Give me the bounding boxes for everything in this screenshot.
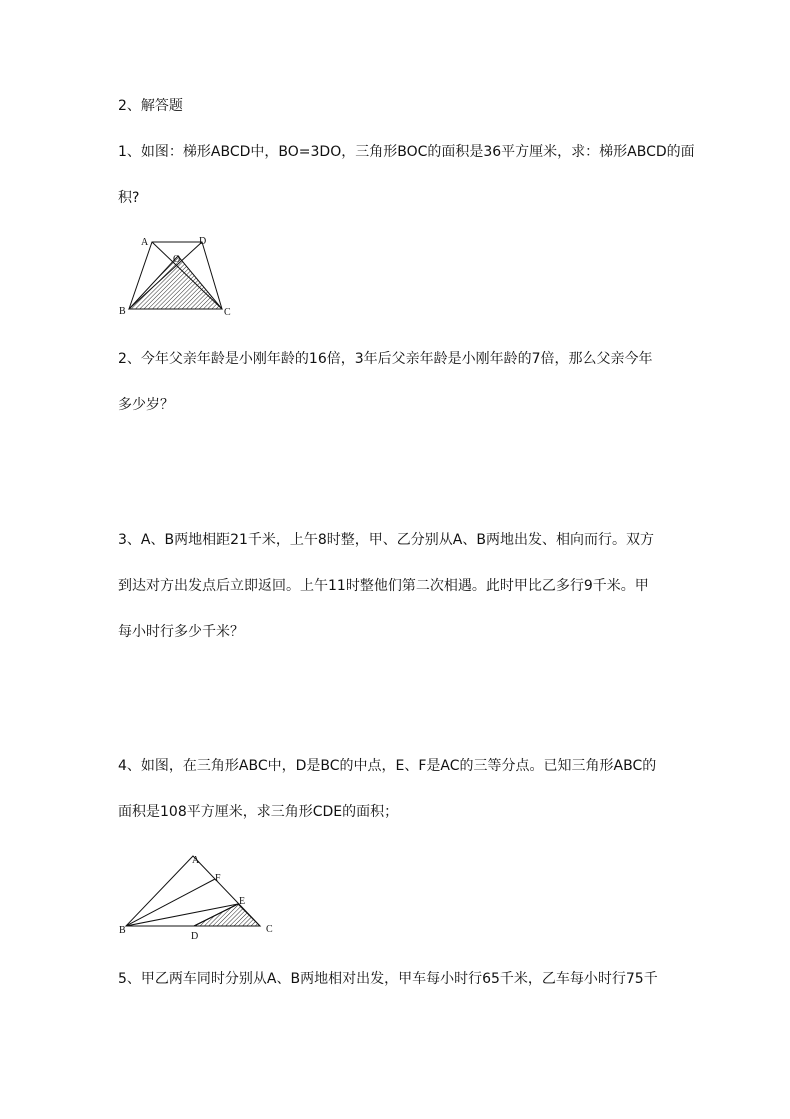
- problem-2-line-2: 多少岁？: [118, 397, 174, 413]
- problem-1-line-1: 1、如图：梯形ABCD中，BO=3DO，三角形BOC的面积是36平方厘米，求：梯形ABCD的面: [118, 144, 695, 160]
- problem-4-line-1: 4、如图，在三角形ABC中，D是BC的中点，E、F是AC的三等分点。已知三角形ABC的: [118, 758, 657, 774]
- problem-3-line-1: 3、A、B两地相距21千米，上午8时整，甲、乙分别从A、B两地出发、相向而行。双方: [118, 532, 654, 548]
- label-a: A: [141, 237, 149, 248]
- label-b: B: [119, 306, 126, 317]
- problem-3-line-3: 每小时行多少千米？: [118, 624, 244, 640]
- label-f: F: [215, 873, 221, 884]
- segment-bf: [126, 879, 215, 926]
- problem-4-line-2: 面积是108平方厘米，求三角形CDE的面积；: [118, 804, 399, 820]
- problem-1-line-2: 积?: [118, 190, 140, 206]
- label-c: C: [224, 307, 231, 318]
- label-d: D: [191, 931, 199, 942]
- label-d: D: [199, 236, 207, 247]
- label-c: C: [266, 924, 273, 935]
- label-b: B: [119, 925, 126, 936]
- problem-5-line-1: 5、甲乙两车同时分别从A、B两地相对出发，甲车每小时行65千米，乙车每小时行75千: [118, 971, 658, 987]
- label-o: O: [173, 254, 181, 265]
- triangle-figure: [112, 844, 282, 944]
- problem-2-line-1: 2、今年父亲年龄是小刚年龄的16倍，3年后父亲年龄是小刚年龄的7倍，那么父亲今年: [118, 351, 653, 367]
- label-e: E: [239, 896, 246, 907]
- section-title: 2、解答题: [118, 98, 183, 114]
- problem-3-line-2: 到达对方出发点后立即返回。上午11时整他们第二次相遇。此时甲比乙多行9千米。甲: [118, 578, 649, 594]
- trapezoid-figure: [110, 228, 240, 320]
- label-a: A: [192, 855, 200, 866]
